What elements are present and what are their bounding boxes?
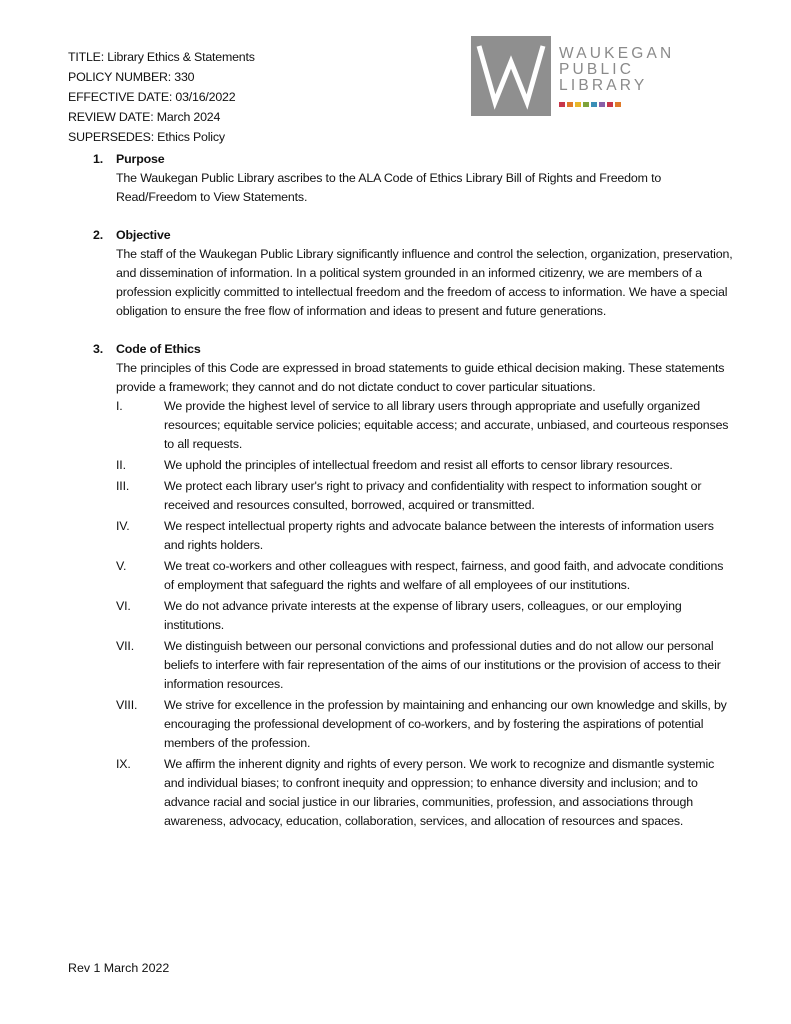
item-text: We provide the highest level of service to all library users through appropriate and usefully organized resources; equitable service policies; equitable access; and accurate, unbiased, and courteous responses to all requests.	[164, 399, 729, 451]
supersedes: SUPERSEDES: Ethics Policy	[68, 130, 225, 144]
item-numeral: I.	[116, 399, 123, 413]
effective-date: EFFECTIVE DATE: 03/16/2022	[68, 90, 236, 104]
list-item	[116, 517, 733, 555]
policy-header	[68, 47, 255, 147]
logo-color-dot	[591, 102, 597, 107]
item-text: We uphold the principles of intellectual freedom and resist all efforts to censor library resources.	[164, 458, 673, 472]
section-title: Purpose	[116, 152, 165, 166]
section-heading	[93, 150, 733, 169]
section-number: 3.	[93, 342, 104, 356]
item-text: We strive for excellence in the profession by maintaining and enhancing our own knowledge and skills, by encouraging the professional development of co-workers, and by fostering the aspirations of potential members of the profession.	[164, 698, 727, 750]
section-heading	[93, 226, 733, 245]
list-item	[116, 755, 733, 831]
logo-color-dot	[583, 102, 589, 107]
item-numeral: IV.	[116, 519, 130, 533]
logo-wordmark	[559, 46, 674, 94]
policy-sections	[93, 150, 733, 850]
logo-color-dot	[599, 102, 605, 107]
logo-w-mark	[471, 36, 551, 116]
item-text: We do not advance private interests at the expense of library users, colleagues, or our employing institutions.	[164, 599, 682, 632]
item-numeral: VI.	[116, 599, 131, 613]
logo-line-2: PUBLIC	[559, 61, 635, 78]
logo-color-dot	[559, 102, 565, 107]
policy-section	[93, 150, 733, 207]
revision-footer: Rev 1 March 2022	[68, 961, 170, 975]
section-number: 2.	[93, 228, 104, 242]
section-body: The principles of this Code are expressed in broad statements to guide ethical decision making. These statements provide a framework; they cannot and do not dictate conduct to cover particular situations.	[116, 361, 725, 394]
section-body: The Waukegan Public Library ascribes to the ALA Code of Ethics Library Bill of Rights and Freedom to Read/Freedom to View Statements.	[116, 171, 662, 204]
item-text: We affirm the inherent dignity and rights of every person. We work to recognize and dismantle systemic and individual biases; to confront inequity and oppression; to enhance diversity and inclusion; and to advance racial and social justice in our libraries, communities, profession, and associations through awareness, advocacy, education, collaboration, services, and allocation of resources and spaces.	[164, 757, 715, 828]
policy-section	[93, 226, 733, 321]
list-item	[116, 637, 733, 694]
item-numeral: II.	[116, 458, 126, 472]
item-text: We treat co-workers and other colleagues with respect, fairness, and good faith, and advocate conditions of employment that safeguard the rights and welfare of all employees of our institutions.	[164, 559, 724, 592]
item-numeral: VIII.	[116, 698, 138, 712]
list-item	[116, 557, 733, 595]
policy-title: TITLE: Library Ethics & Statements	[68, 50, 255, 64]
review-date: REVIEW DATE: March 2024	[68, 110, 221, 124]
item-numeral: III.	[116, 479, 130, 493]
logo-line-3: LIBRARY	[559, 77, 648, 94]
logo-color-dot	[575, 102, 581, 107]
section-title: Code of Ethics	[116, 342, 201, 356]
item-text: We protect each library user's right to privacy and confidentiality with respect to information sought or received and resources consulted, borrowed, acquired or transmitted.	[164, 479, 702, 512]
item-numeral: V.	[116, 559, 127, 573]
item-numeral: VII.	[116, 639, 134, 653]
logo-color-dot	[567, 102, 573, 107]
logo-line-1: WAUKEGAN	[559, 45, 675, 62]
logo-color-dot	[615, 102, 621, 107]
list-item	[116, 477, 733, 515]
section-title: Objective	[116, 228, 171, 242]
logo-color-dot	[607, 102, 613, 107]
section-body: The staff of the Waukegan Public Library significantly influence and control the selection, organization, preservation, and dissemination of information. In a political system grounded in an informed citizenry, we are members of a profession explicitly committed to intellectual freedom and the freedom of access to information. We have a special obligation to ensure the free flow of information and ideas to present and future generations.	[116, 247, 733, 318]
policy-section	[93, 340, 733, 831]
list-item	[116, 397, 733, 454]
list-item	[116, 597, 733, 635]
item-numeral: IX.	[116, 757, 131, 771]
list-item	[116, 456, 733, 475]
list-item	[116, 696, 733, 753]
item-text: We distinguish between our personal convictions and professional duties and do not allow our personal beliefs to interfere with fair representation of the aims of our institutions or the provision of access to their information resources.	[164, 639, 721, 691]
logo-color-bar	[559, 102, 621, 107]
section-number: 1.	[93, 152, 104, 166]
section-heading	[93, 340, 733, 359]
item-text: We respect intellectual property rights and advocate balance between the interests of information users and rights holders.	[164, 519, 714, 552]
policy-number: POLICY NUMBER: 330	[68, 70, 195, 84]
library-logo	[471, 36, 681, 118]
ethics-principles-list	[116, 397, 733, 831]
